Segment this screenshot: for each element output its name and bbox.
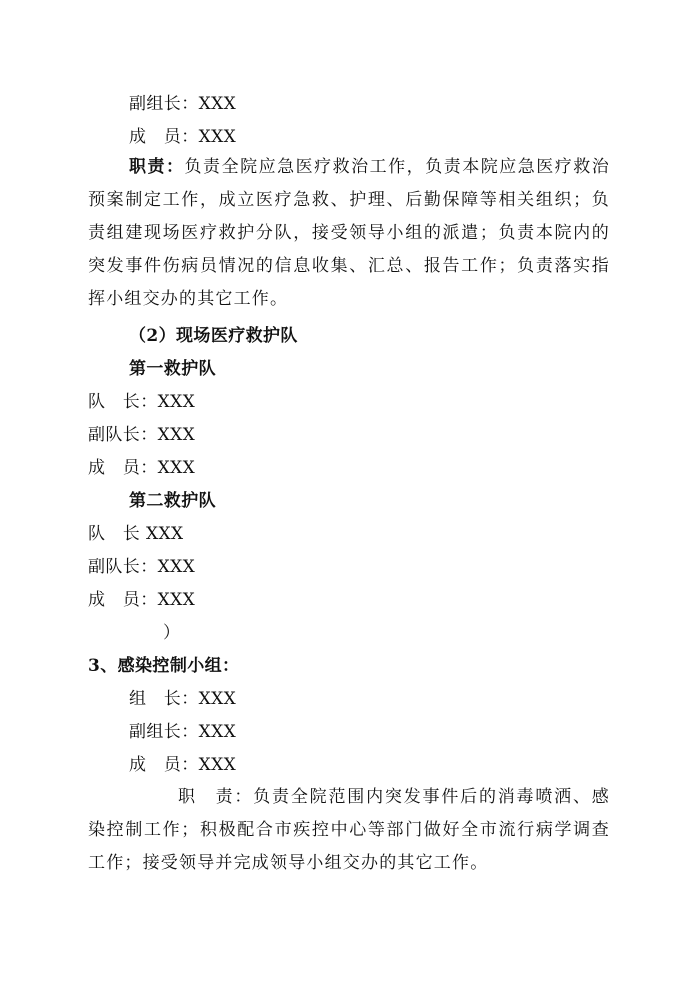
- medical-duty-text: 负责全院应急医疗救治工作，负责本院应急医疗救治预案制定工作，成立医疗急救、护理、后勤保障等相关组织；负责组建现场医疗救护分队，接受领导小组的派遣；负责本院内的突发事件伤病员情况的信息收集、汇总、报告工作；负责落实指挥小组交办的其它工作。: [88, 157, 610, 309]
- team1-title: 第一救护队: [129, 359, 216, 379]
- infection-leader: 组 长：XXX: [129, 689, 237, 709]
- medical-duty-paragraph: [88, 151, 610, 316]
- rescue-team-heading: （2）现场医疗救护队: [129, 326, 298, 346]
- infection-group-heading: 3、感染控制小组：: [88, 656, 240, 676]
- infection-members: 成 员：XXX: [129, 755, 237, 775]
- infection-deputy-leader: 副组长：XXX: [129, 722, 237, 742]
- team2-captain: 队 长 XXX: [88, 524, 184, 544]
- team1-members: 成 员：XXX: [88, 458, 196, 478]
- stray-parenthesis: ）: [163, 623, 181, 643]
- team1-captain: 队 长：XXX: [88, 392, 196, 412]
- team2-members: 成 员：XXX: [88, 590, 196, 610]
- medical-deputy-leader: 副组长：XXX: [129, 94, 237, 114]
- team2-vice-captain: 副队长：XXX: [88, 557, 196, 577]
- infection-duty-paragraph: 职 责：负责全院范围内突发事件后的消毒喷洒、感染控制工作；积极配合市疾控中心等部门做好全市流行病学调查工作；接受领导并完成领导小组交办的其它工作。: [88, 787, 610, 873]
- medical-members: 成 员：XXX: [129, 127, 237, 147]
- team1-vice-captain: 副队长：XXX: [88, 425, 196, 445]
- team2-title: 第二救护队: [129, 491, 216, 511]
- medical-duty-label: 职责：: [129, 157, 185, 177]
